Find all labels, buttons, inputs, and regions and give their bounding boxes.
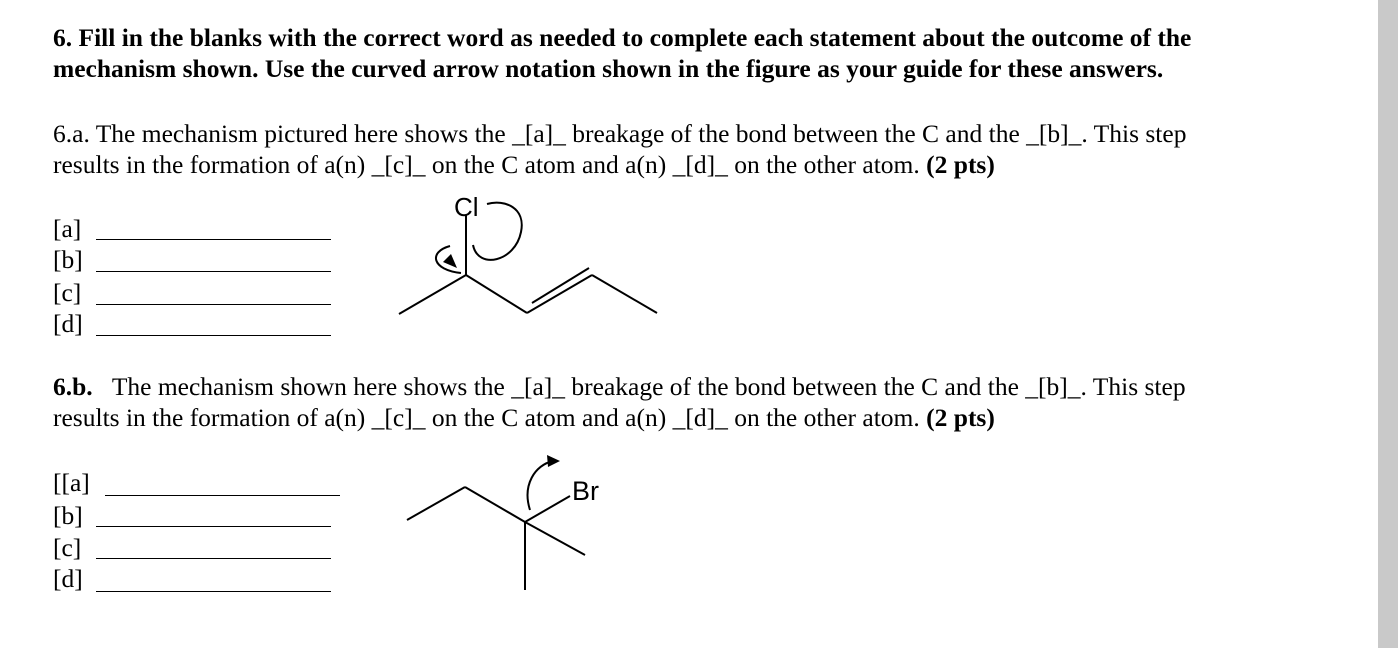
blank-label: [d] — [53, 564, 83, 593]
double-bond-outer — [527, 275, 592, 313]
bond — [525, 522, 585, 555]
double-bond-inner — [532, 268, 589, 303]
chlorine-label: Cl — [454, 192, 479, 222]
part-b-molecule — [0, 400, 700, 600]
part-a-line-2-text: results in the formation of a(n) _[c]_ on the C atom and a(n) _[d]_ on the other atom. — [53, 150, 920, 179]
bond — [407, 487, 465, 520]
bond — [466, 275, 527, 313]
arrowhead-icon — [443, 254, 457, 268]
c-br-bond — [525, 496, 570, 522]
scrollbar[interactable] — [1378, 0, 1398, 648]
curved-arrow — [528, 461, 553, 510]
question-heading-line-1: 6. Fill in the blanks with the correct word as needed to complete each statement about the outcome of the — [53, 23, 1192, 52]
arrowhead-icon — [547, 455, 560, 467]
blank-label: [b] — [53, 245, 83, 274]
blank-label: [a] — [53, 214, 82, 243]
bond — [399, 275, 466, 314]
part-a-molecule — [0, 0, 700, 340]
leaving-group-curved-arrow — [473, 203, 522, 260]
part-b-points: (2 pts) — [926, 403, 995, 432]
blank-label: [[a] — [53, 468, 90, 497]
blank-label: [c] — [53, 533, 82, 562]
question-heading-line-2: mechanism shown. Use the curved arrow notation shown in the figure as your guide for these answers. — [53, 54, 1164, 83]
part-a-points: (2 pts) — [926, 150, 995, 179]
bond — [592, 275, 657, 313]
blank-label: [d] — [53, 309, 83, 338]
blank-label: [b] — [53, 501, 83, 530]
blank-label: [c] — [53, 278, 82, 307]
part-b-line-2-text: results in the formation of a(n) _[c]_ on the C atom and a(n) _[d]_ on the other atom. — [53, 403, 920, 432]
bond — [465, 487, 525, 522]
bromine-label: Br — [572, 476, 599, 506]
part-a-line-1: 6.a. The mechanism pictured here shows the _[a]_ breakage of the bond between the C and the _[b]_. This step — [53, 119, 1187, 148]
part-b-line-1 — [53, 371, 1186, 402]
part-b-line-1-text: The mechanism shown here shows the _[a]_ breakage of the bond between the C and the _[b]_. This step — [111, 372, 1186, 401]
part-b-label: 6.b. — [53, 372, 93, 401]
